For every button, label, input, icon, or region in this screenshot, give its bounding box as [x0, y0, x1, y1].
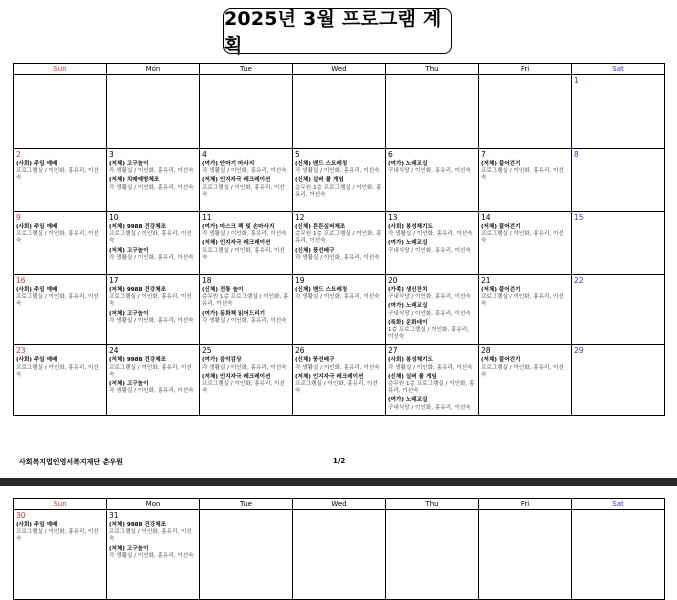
day-cell — [14, 345, 107, 415]
weekday-mon: Mon — [107, 499, 200, 510]
day-cell — [200, 75, 293, 149]
day-cell — [200, 345, 293, 415]
event-detail: 프로그램실 / 이인화, 홍유리, 이선숙 — [481, 231, 564, 245]
day-cell — [293, 212, 386, 275]
day-cell — [14, 212, 107, 275]
event-detail: 프로그램실 / 이인화, 홍유리, 이선숙 — [202, 184, 285, 198]
program-event — [202, 161, 290, 175]
week-row — [14, 212, 665, 275]
day-cell — [200, 275, 293, 345]
day-cell — [479, 275, 572, 345]
event-title: (저체) 고구놀이 — [109, 247, 149, 254]
event-detail: 프로그램실 / 이인화, 홍유리, 이선숙 — [109, 294, 192, 308]
day-cell — [107, 345, 200, 415]
day-cell — [572, 75, 665, 149]
day-number: 17 — [109, 276, 119, 285]
weekday-sat: Sat — [572, 499, 665, 510]
day-cell — [107, 149, 200, 212]
weekday-thu: Thu — [386, 499, 479, 510]
program-event — [109, 357, 197, 379]
day-cell — [293, 345, 386, 415]
weekday-header-row — [14, 64, 665, 75]
event-title: (사회) 봉성체기도 — [388, 224, 433, 230]
program-event — [109, 381, 197, 395]
day-number: 5 — [295, 150, 300, 159]
event-detail: 각 생활실 / 이인화, 홍유리, 이선숙 — [109, 184, 194, 191]
page-divider — [0, 478, 677, 486]
event-title: (사회) 주일 예배 — [16, 287, 58, 293]
day-number: 22 — [574, 276, 584, 285]
day-number: 29 — [574, 346, 584, 356]
event-detail: 프로그램실 / 이인화, 홍유리, 이선숙 — [202, 247, 285, 261]
day-cell — [107, 212, 200, 275]
day-cell — [200, 149, 293, 212]
event-detail: 프로그램실 / 이인화, 홍유리, 이선숙 — [109, 231, 192, 245]
program-event — [202, 287, 290, 309]
day-cell — [572, 275, 665, 345]
event-title: (저체) 9988 건강체조 — [109, 224, 166, 230]
program-event — [109, 546, 197, 560]
event-title: (저체) 고구놀이 — [109, 545, 149, 552]
week-row — [14, 149, 665, 212]
day-number: 10 — [109, 213, 119, 222]
day-number: 31 — [109, 511, 119, 520]
event-detail: 각 생활실 / 이인화, 홍유리, 이선숙 — [388, 364, 473, 371]
event-detail: 프로그램실 / 이인화, 홍유리, 이선숙 — [16, 294, 99, 308]
program-event — [481, 161, 569, 183]
event-title: (저체) 풀어걷기 — [481, 161, 521, 167]
program-event — [202, 357, 290, 371]
weekday-thu: Thu — [386, 64, 479, 75]
program-event — [202, 224, 290, 238]
event-detail: 구내식당 / 이인화, 홍유리, 이선숙 — [388, 247, 471, 254]
day-number: 1 — [574, 76, 579, 85]
event-title: (신체) 전통 놀이 — [202, 287, 244, 293]
event-title: (여가) 마스크 팩 및 손마사지 — [202, 224, 275, 230]
day-cell — [14, 510, 107, 600]
day-number: 14 — [481, 213, 491, 222]
event-detail: 구내식당 / 이인화, 홍유리, 이선숙 — [388, 310, 471, 317]
program-event — [295, 224, 383, 246]
day-cell — [200, 212, 293, 275]
weekday-tue: Tue — [200, 499, 293, 510]
event-title: (신체) 실버 볼 게임 — [388, 373, 437, 380]
event-detail: 각 생활실 / 이인화, 홍유리, 이선숙 — [109, 317, 194, 324]
program-event — [202, 240, 290, 262]
day-number: 23 — [16, 346, 26, 356]
program-event — [16, 522, 104, 544]
day-number: 3 — [109, 150, 114, 159]
event-title: (신체) 밴드 스트레칭 — [295, 287, 348, 293]
program-event — [202, 374, 290, 396]
event-title: (여가) 노래교실 — [388, 303, 428, 310]
event-title: (신체) 풍선배구 — [295, 247, 335, 254]
footer-organization: 사회복지법인영서복지재단 춘우원 — [19, 458, 123, 466]
program-event — [295, 287, 383, 301]
day-cell — [386, 149, 479, 212]
day-cell — [107, 510, 200, 600]
day-cell — [293, 275, 386, 345]
program-event — [109, 522, 197, 544]
event-title: (저체) 고구놀이 — [109, 381, 149, 388]
event-title: (사회) 봉성체기도 — [388, 357, 433, 364]
program-event — [295, 374, 383, 396]
day-cell — [572, 212, 665, 275]
week-row — [14, 75, 665, 149]
event-detail: 프로그램실 / 이인화, 홍유리, 이선숙 — [295, 381, 378, 395]
day-number: 19 — [295, 276, 305, 285]
program-event — [109, 248, 197, 262]
page-title: 2025년 3월 프로그램 계획 — [223, 8, 452, 54]
day-cell — [479, 510, 572, 600]
program-event — [16, 224, 104, 246]
event-detail: 각 생활실 / 이인화, 홍유리, 이선숙 — [109, 254, 194, 261]
event-detail: 프로그램실 / 이인화, 홍유리, 이선숙 — [109, 364, 192, 378]
day-cell — [14, 275, 107, 345]
event-title: (특화) 운화데이 — [388, 319, 428, 326]
event-detail: 프로그램실 / 이인화, 홍유리, 이선숙 — [16, 231, 99, 245]
event-title: (여가) 노래교실 — [388, 240, 428, 247]
day-number: 13 — [388, 213, 398, 222]
program-event — [16, 357, 104, 379]
program-event — [481, 287, 569, 309]
event-detail: 구내식당 / 이인화, 홍유리, 이선숙 — [388, 294, 471, 301]
day-cell — [107, 275, 200, 345]
weekday-fri: Fri — [479, 499, 572, 510]
day-number: 24 — [109, 346, 119, 356]
event-title: (저체) 9988 건강체조 — [109, 522, 166, 528]
day-number: 25 — [202, 346, 212, 356]
event-detail: 각 생활실 / 이인화, 홍유리, 이선숙 — [295, 254, 380, 261]
event-title: (가족) 생신잔치 — [388, 287, 428, 293]
day-cell — [14, 75, 107, 149]
program-event — [295, 248, 383, 262]
event-detail: 층무원 1층 프로그램실 / 이인화, 홍유리, 이선숙 — [295, 184, 382, 198]
event-detail: 각 생활실 / 이인화, 홍유리, 이선숙 — [202, 168, 287, 175]
day-number: 18 — [202, 276, 212, 285]
calendar-page-1 — [13, 63, 665, 416]
event-detail: 층무원 1층 프로그램실 / 이인화, 홍유리, 이선숙 — [295, 231, 382, 245]
event-detail: 각 생활실 / 이인화, 홍유리, 이선숙 — [295, 364, 380, 371]
program-event — [16, 161, 104, 183]
event-title: (여가) 음악감상 — [202, 357, 242, 364]
event-detail: 프로그램실 / 이인화, 홍유리, 이선숙 — [16, 364, 99, 378]
day-cell — [572, 510, 665, 600]
day-number: 8 — [574, 150, 579, 159]
day-cell — [479, 345, 572, 415]
day-cell — [200, 510, 293, 600]
program-event — [109, 161, 197, 175]
event-title: (사회) 주일 예배 — [16, 161, 58, 167]
event-detail: 프로그램실 / 이인화, 홍유리, 이선숙 — [481, 168, 564, 182]
day-number: 2 — [16, 150, 21, 159]
event-detail: 구내식당 / 이인화, 홍유리, 이선숙 — [388, 168, 471, 175]
day-cell — [293, 510, 386, 600]
program-event — [16, 287, 104, 309]
program-event — [388, 287, 476, 301]
event-title: (저체) 풀어걷기 — [481, 287, 521, 293]
weekday-tue: Tue — [200, 64, 293, 75]
weekday-wed: Wed — [293, 64, 386, 75]
program-event — [202, 311, 290, 325]
event-title: (신체) 튼튼실버체조 — [295, 224, 346, 230]
day-cell — [107, 75, 200, 149]
event-title: (신체) 풍선배구 — [295, 357, 335, 364]
event-detail: 각 생활실 / 이인화, 홍유리, 이선숙 — [295, 168, 380, 175]
day-number: 9 — [16, 213, 21, 222]
event-detail: 1층 프로그램실 / 이인화, 홍유리, 이선숙 — [388, 327, 469, 341]
event-detail: 각 생활실 / 이인화, 홍유리, 이선숙 — [109, 168, 194, 175]
event-title: (여가) 노래교실 — [388, 397, 428, 404]
program-event — [109, 287, 197, 309]
event-detail: 각 생활실 / 이인화, 홍유리, 이선숙 — [109, 552, 194, 559]
program-event — [295, 161, 383, 175]
day-number: 26 — [295, 346, 305, 356]
day-number: 12 — [295, 213, 305, 222]
day-number: 7 — [481, 150, 486, 159]
weekday-sat: Sat — [572, 64, 665, 75]
weekday-sun: Sun — [14, 499, 107, 510]
event-detail: 층무원 1층 프로그램실 / 이인화, 홍유리, 이선숙 — [388, 381, 475, 395]
program-event — [109, 177, 197, 191]
calendar-page-2 — [13, 498, 665, 600]
event-detail: 프로그램실 / 이인화, 홍유리, 이선숙 — [481, 364, 564, 378]
day-number: 28 — [481, 346, 491, 356]
program-event — [481, 357, 569, 379]
day-number: 6 — [388, 150, 393, 159]
program-event — [388, 161, 476, 175]
day-cell — [293, 149, 386, 212]
day-number: 21 — [481, 276, 491, 285]
event-title: (저체) 9988 건강체조 — [109, 357, 166, 364]
week-row — [14, 510, 665, 600]
event-detail: 층무원 1층 프로그램실 / 이인화, 홍유리, 이선숙 — [202, 294, 289, 308]
day-cell — [572, 149, 665, 212]
day-number: 4 — [202, 150, 207, 159]
event-detail: 각 생활실 / 이인화, 홍유리, 이선숙 — [109, 388, 194, 395]
event-detail: 각 생활실 / 이인화, 홍유리, 이선숙 — [295, 294, 380, 301]
day-number: 15 — [574, 213, 584, 222]
event-detail: 프로그램실 / 이인화, 홍유리, 이선숙 — [109, 529, 192, 543]
weekday-mon: Mon — [107, 64, 200, 75]
event-title: (여가) 노래교실 — [388, 161, 428, 167]
weekday-sun: Sun — [14, 64, 107, 75]
program-event — [388, 240, 476, 254]
program-event — [109, 311, 197, 325]
page-number: 1/2 — [333, 457, 346, 465]
event-title: (사회) 주일 예배 — [16, 522, 58, 528]
event-detail: 각 생활실 / 이인화, 홍유리, 이선숙 — [202, 364, 287, 371]
event-title: (저체) 풀어걷기 — [481, 357, 521, 364]
weekday-wed: Wed — [293, 499, 386, 510]
event-title: (저체) 인지자극 레크레이션 — [202, 177, 271, 184]
day-cell — [293, 75, 386, 149]
program-event — [388, 320, 476, 342]
event-title: (사회) 주일 예배 — [16, 224, 58, 230]
day-cell — [386, 75, 479, 149]
program-event — [295, 357, 383, 371]
week-row — [14, 345, 665, 415]
event-title: (저체) 9988 건강체조 — [109, 287, 166, 293]
program-event — [388, 397, 476, 411]
weekday-fri: Fri — [479, 64, 572, 75]
event-title: (신체) 밴드 스트레칭 — [295, 161, 348, 167]
event-detail: 각 생활실 / 이인화, 홍유리, 이선숙 — [202, 231, 287, 238]
event-title: (저체) 고구놀이 — [109, 161, 149, 167]
program-event — [388, 303, 476, 317]
day-cell — [479, 149, 572, 212]
event-title: (여가) 안마기 마사지 — [202, 161, 255, 167]
event-detail: 각 생활실 / 이인화, 홍유리, 이선숙 — [202, 317, 287, 324]
day-number: 20 — [388, 276, 398, 285]
event-detail: 구내식당 / 이인화, 홍유리, 이선숙 — [388, 404, 471, 411]
event-title: (저체) 인지자극 레크레이션 — [202, 240, 271, 247]
day-cell — [479, 212, 572, 275]
event-title: (여가) 동화책 읽어드리기 — [202, 310, 266, 317]
day-cell — [386, 510, 479, 600]
event-detail: 프로그램실 / 이인화, 홍유리, 이선숙 — [481, 294, 564, 308]
program-event — [388, 224, 476, 238]
event-detail: 각 생활실 / 이인화, 홍유리, 이선숙 — [388, 231, 473, 238]
weekday-header-row — [14, 499, 665, 510]
event-title: (저체) 인지자극 레크레이션 — [295, 373, 364, 380]
day-number: 11 — [202, 213, 212, 222]
event-title: (저체) 인지자극 레크레이션 — [202, 373, 271, 380]
event-detail: 프로그램실 / 이인화, 홍유리, 이선숙 — [16, 168, 99, 182]
day-cell — [479, 75, 572, 149]
day-cell — [386, 345, 479, 415]
program-event — [295, 177, 383, 199]
event-title: (사회) 주일 예배 — [16, 357, 58, 364]
event-title: (저체) 풀어걷기 — [481, 224, 521, 230]
day-cell — [386, 212, 479, 275]
event-title: (신체) 실버 볼 게임 — [295, 177, 344, 184]
day-cell — [14, 149, 107, 212]
program-event — [481, 224, 569, 246]
day-cell — [386, 275, 479, 345]
program-event — [202, 177, 290, 199]
program-event — [388, 357, 476, 371]
event-detail: 프로그램실 / 이인화, 홍유리, 이선숙 — [16, 529, 99, 543]
week-row — [14, 275, 665, 345]
program-event — [388, 374, 476, 396]
day-number: 30 — [16, 511, 26, 520]
event-title: (저체) 치매예방체조 — [109, 177, 160, 184]
day-number: 16 — [16, 276, 26, 285]
day-cell — [572, 345, 665, 415]
event-detail: 프로그램실 / 이인화, 홍유리, 이선숙 — [202, 381, 285, 395]
day-number: 27 — [388, 346, 398, 356]
event-title: (저체) 고구놀이 — [109, 310, 149, 317]
program-event — [109, 224, 197, 246]
